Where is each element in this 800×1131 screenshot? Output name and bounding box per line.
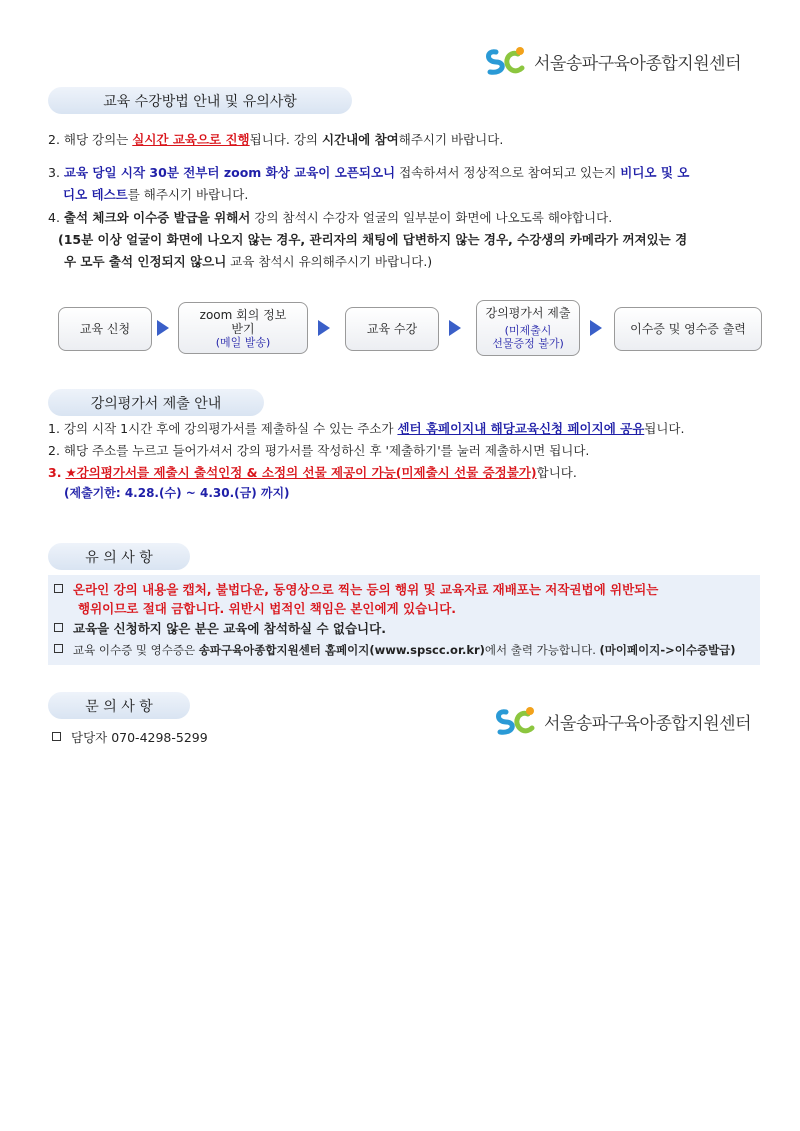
guide-item-4: 4. 출석 체크와 이수증 발급을 위해서 강의 참석시 수강자 얼굴의 일부분이 화면에 나오도록 해야합니다. xyxy=(48,210,613,225)
flow-step-evaluation: 강의평가서 제출 (미제출시 선물증정 불가) xyxy=(476,300,580,356)
inquiry-contact: 담당자 070-4298-5299 xyxy=(52,727,208,749)
bullet-square-icon xyxy=(54,644,63,653)
flow-arrow-icon xyxy=(590,320,602,336)
notice-item-copyright-cont: 행위이므로 절대 금합니다. 위반시 법적인 책임은 본인에게 있습니다. xyxy=(78,601,457,616)
flow-step-attend: 교육 수강 xyxy=(345,307,439,351)
guide-item-3: 3. 교육 당일 시작 30분 전부터 zoom 화상 교육이 오픈되오니 접속하셔서 정상적으로 참여되고 있는지 비디오 및 오 xyxy=(48,165,690,180)
center-logo-icon xyxy=(484,44,528,78)
bullet-square-icon xyxy=(52,732,61,741)
notice-box xyxy=(48,575,760,665)
center-logo-text: 서울송파구육아종합지원센터 xyxy=(544,713,751,734)
flow-step-apply: 교육 신청 xyxy=(58,307,152,351)
guide-item-3-cont: 디오 테스트를 해주시기 바랍니다. xyxy=(63,187,249,202)
center-logo-top xyxy=(484,44,741,78)
flow-step-certificate: 이수증 및 영수증 출력 xyxy=(614,307,762,351)
evaluation-item-1: 1. 강의 시작 1시간 후에 강의평가서를 제출하실 수 있는 주소가 센터 홈페이지내 해당교육신청 페이지에 공유됩니다. xyxy=(48,421,685,436)
evaluation-item-3: 3. ★강의평가서를 제출시 출석인정 & 소정의 선물 제공이 가능(미제출시 선물 증정불가)합니다. xyxy=(48,465,577,480)
notice-item-copyright: 온라인 강의 내용을 캡처, 불법다운, 동영상으로 찍는 등의 행위 및 교육자료 재배포는 저작권법에 위반되는 xyxy=(54,581,658,599)
center-logo-bottom xyxy=(494,704,751,738)
section-title-course-guide: 교육 수강방법 안내 및 유의사항 xyxy=(48,87,352,114)
guide-item-2: 2. 해당 강의는 실시간 교육으로 진행됩니다. 강의 시간내에 참여해주시기 바랍니다. xyxy=(48,132,504,147)
center-logo-text: 서울송파구육아종합지원센터 xyxy=(534,53,741,74)
section-title-inquiry: 문 의 사 항 xyxy=(48,692,190,719)
flow-arrow-icon xyxy=(449,320,461,336)
flow-step-zoom-info: zoom 회의 정보 받기 (메일 발송) xyxy=(178,302,308,354)
guide-item-4-note: (15분 이상 얼굴이 화면에 나오지 않는 경우, 관리자의 채팅에 답변하지 않는 경우, 수강생의 카메라가 꺼져있는 경 xyxy=(58,232,688,247)
flow-arrow-icon xyxy=(157,320,169,336)
evaluation-deadline: (제출기한: 4.28.(수) ~ 4.30.(금) 까지) xyxy=(64,486,290,500)
evaluation-item-2: 2. 해당 주소를 누르고 들어가셔서 강의 평가서를 작성하신 후 '제출하기'를 눌러 제출하시면 됩니다. xyxy=(48,443,590,458)
guide-item-4-note-cont: 우 모두 출석 인정되지 않으니 교육 참석시 유의해주시기 바랍니다.) xyxy=(64,254,433,269)
flow-arrow-icon xyxy=(318,320,330,336)
bullet-square-icon xyxy=(54,623,63,632)
bullet-square-icon xyxy=(54,584,63,593)
notice-item-registration: 교육을 신청하지 않은 분은 교육에 참석하실 수 없습니다. xyxy=(54,620,386,638)
section-title-evaluation: 강의평가서 제출 안내 xyxy=(48,389,264,416)
notice-item-certificate: 교육 이수증 및 영수증은 송파구육아종합지원센터 홈페이지(www.spscc.or.kr)에서 출력 가능합니다. (마이페이지->이수증발급) xyxy=(54,641,736,659)
section-title-notice: 유 의 사 항 xyxy=(48,543,190,570)
center-logo-icon xyxy=(494,704,538,738)
